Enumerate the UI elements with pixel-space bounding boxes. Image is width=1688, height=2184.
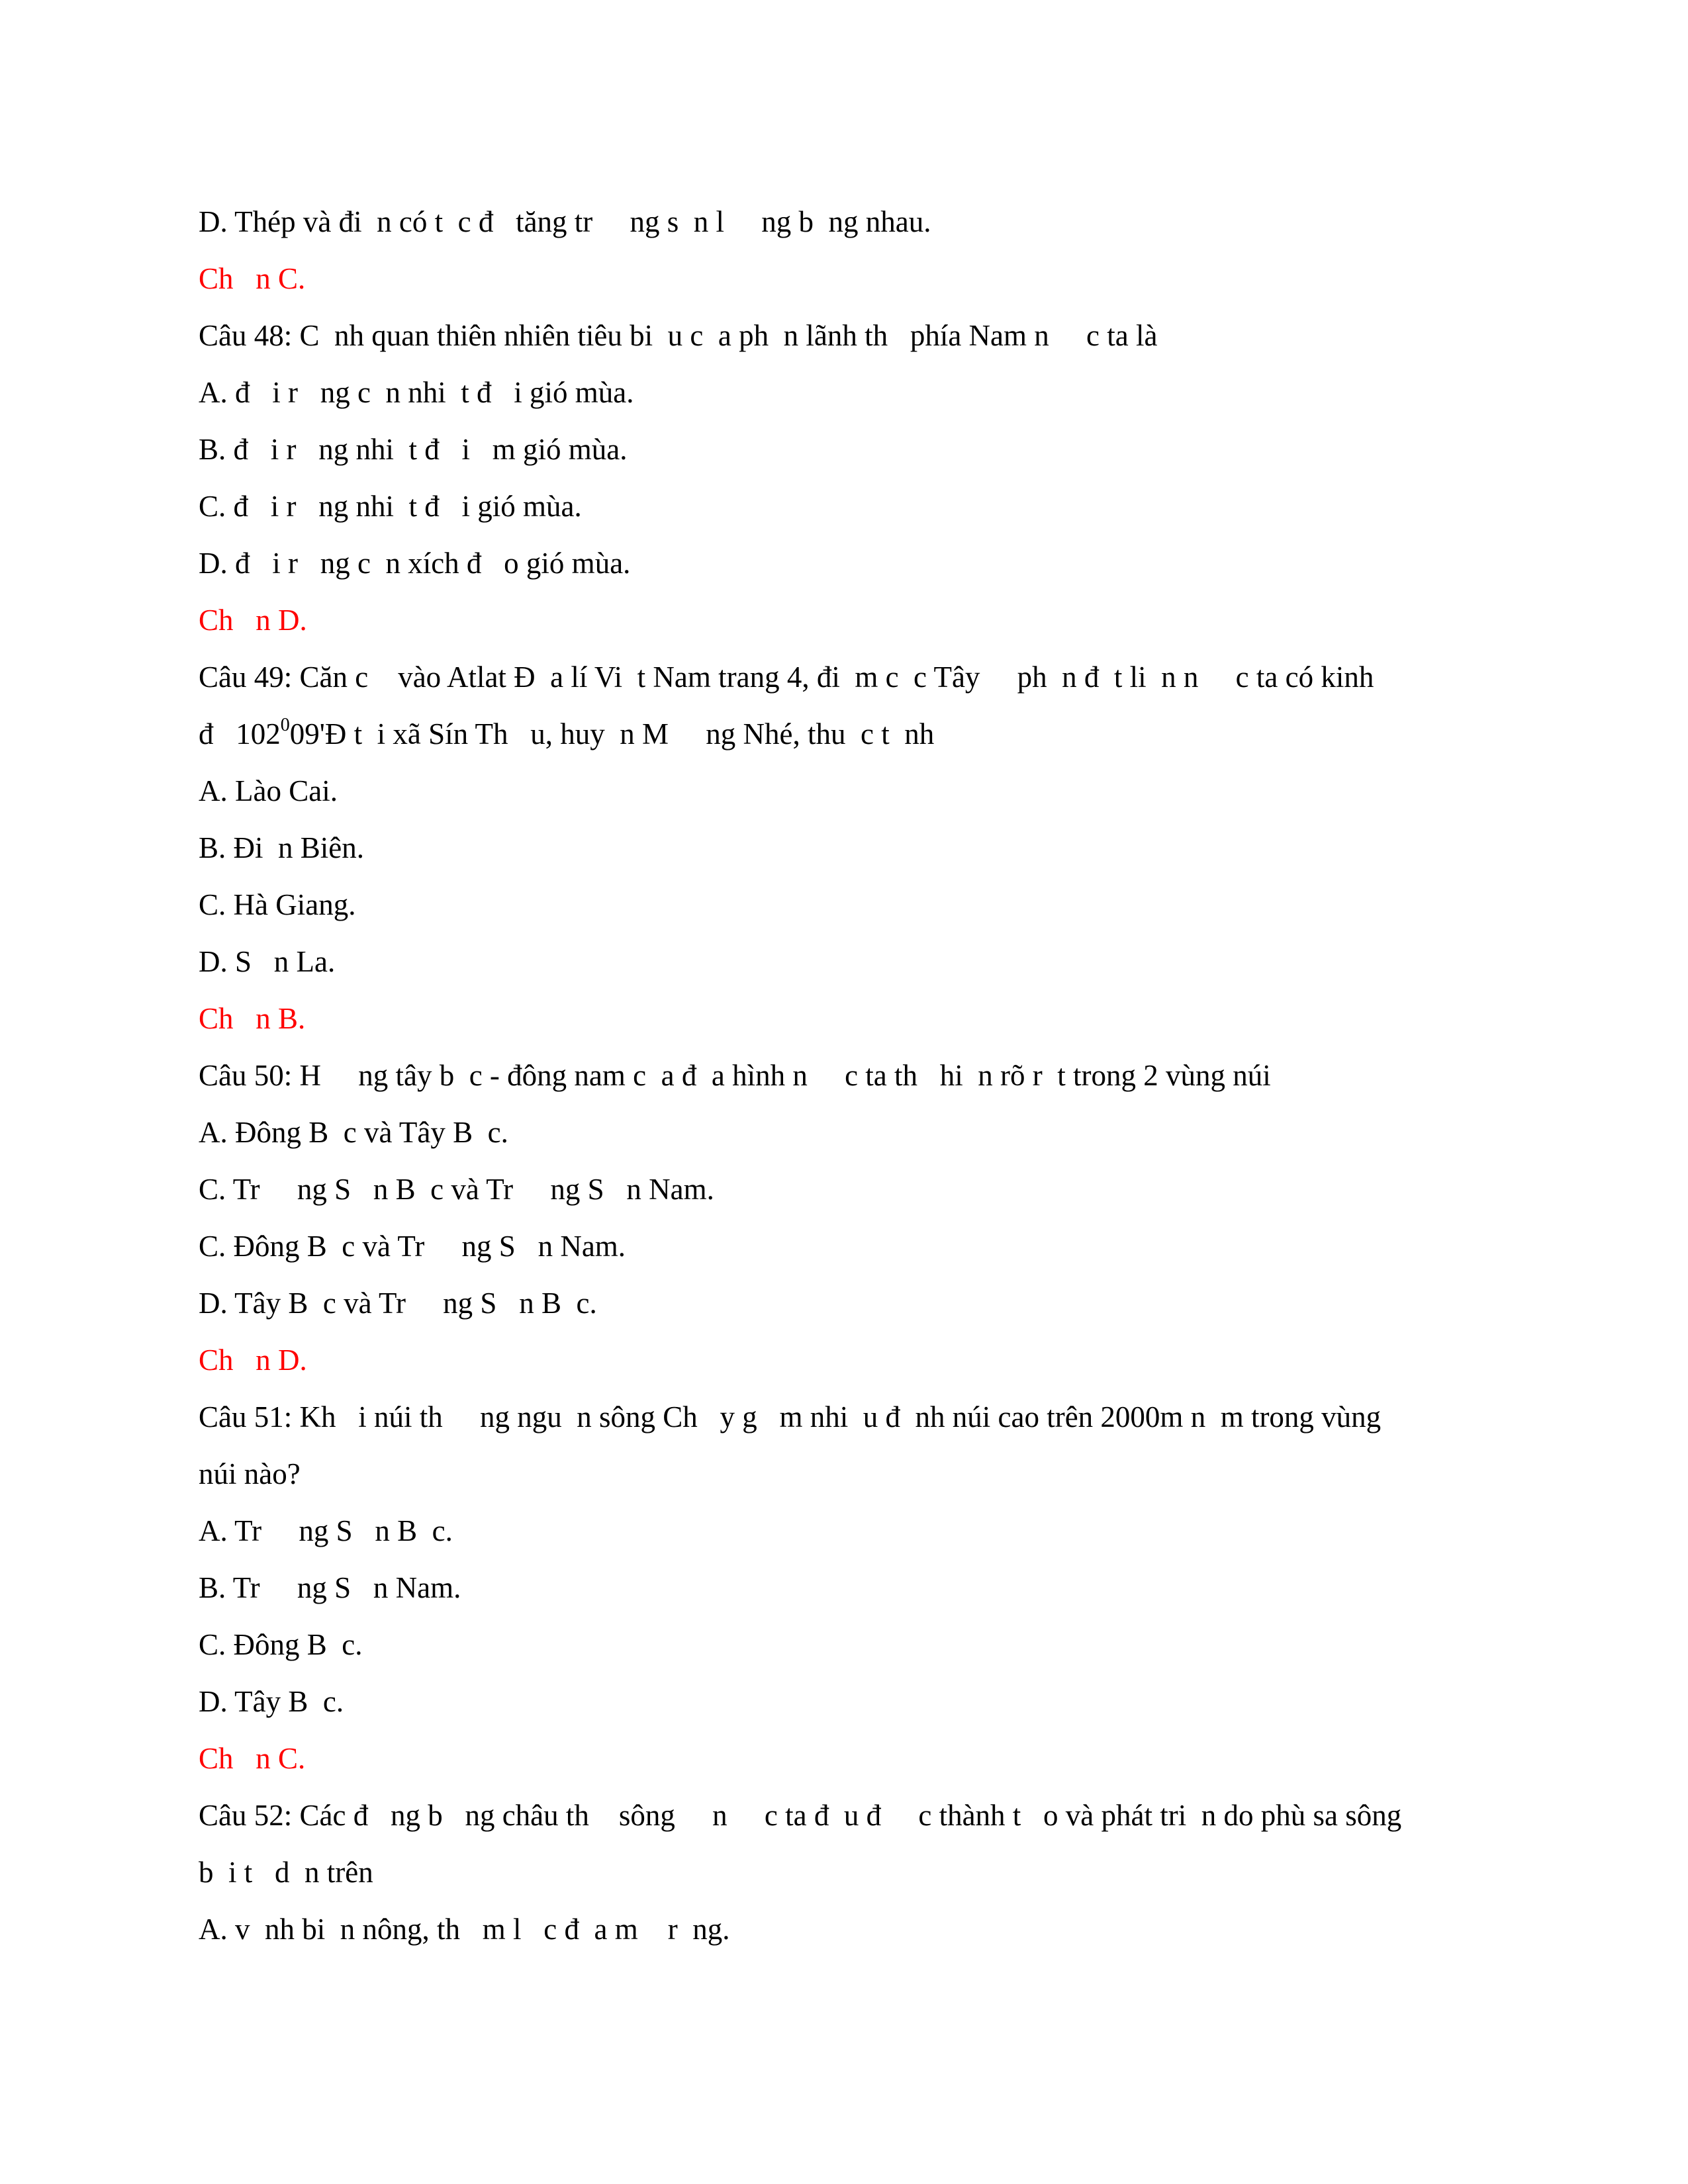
option-b-q49: B. Đi n Biên. bbox=[199, 831, 365, 864]
option-b-q48: B. đ i r ng nhi t đ i m gió mùa. bbox=[199, 433, 628, 466]
question-51-continued: núi nào? bbox=[199, 1457, 301, 1490]
option-c-q51: C. Đông B c. bbox=[199, 1628, 363, 1661]
question-49: Câu 49: Căn c vào Atlat Đ a lí Vi t Nam trang 4, đi m c c Tây ph n đ t li n n c ta có kinh bbox=[199, 660, 1374, 694]
option-c2-q50: C. Đông B c và Tr ng S n Nam. bbox=[199, 1230, 626, 1263]
question-51: Câu 51: Kh i núi th ng ngu n sông Ch y g m nhi u đ nh núi cao trên 2000m n m trong vùng bbox=[199, 1400, 1382, 1433]
option-d-q49: D. S n La. bbox=[199, 945, 336, 978]
question-49-post: 09'Đ t i xã Sín Th u, huy n M ng Nhé, thu c t nh bbox=[289, 717, 935, 751]
question-52-continued: b i t d n trên bbox=[199, 1856, 373, 1889]
option-a-q48: A. đ i r ng c n nhi t đ i gió mùa. bbox=[199, 376, 634, 409]
question-50: Câu 50: H ng tây b c - đông nam c a đ a hình n c ta th hi n rõ r t trong 2 vùng núi bbox=[199, 1059, 1271, 1092]
option-a-q51: A. Tr ng S n B c. bbox=[199, 1514, 453, 1547]
option-a-q49: A. Lào Cai. bbox=[199, 774, 338, 807]
answer-q51: Ch n C. bbox=[199, 1742, 306, 1775]
option-d-q50: D. Tây B c và Tr ng S n B c. bbox=[199, 1287, 597, 1320]
option-a-q52: A. v nh bi n nông, th m l c đ a m r ng. bbox=[199, 1913, 730, 1946]
question-52: Câu 52: Các đ ng b ng châu th sông n c ta đ u đ c thành t o và phát tri n do phù sa sông bbox=[199, 1799, 1402, 1832]
option-c-q48: C. đ i r ng nhi t đ i gió mùa. bbox=[199, 490, 582, 523]
option-d-q51: D. Tây B c. bbox=[199, 1685, 344, 1718]
question-49-continued bbox=[199, 705, 1489, 762]
option-b-q51: B. Tr ng S n Nam. bbox=[199, 1571, 461, 1604]
document-body bbox=[199, 193, 1489, 1958]
degree-superscript: 0 bbox=[280, 715, 290, 735]
answer-q50: Ch n D. bbox=[199, 1343, 307, 1377]
answer-q48: Ch n D. bbox=[199, 604, 307, 637]
option-d-q47: D. Thép và đi n có t c đ tăng tr ng s n l ng b ng nhau. bbox=[199, 205, 931, 238]
option-c1-q50: C. Tr ng S n B c và Tr ng S n Nam. bbox=[199, 1173, 714, 1206]
answer-q49: Ch n B. bbox=[199, 1002, 306, 1035]
answer-q47: Ch n C. bbox=[199, 262, 306, 295]
question-49-pre: đ 102 bbox=[199, 717, 281, 751]
option-c-q49: C. Hà Giang. bbox=[199, 888, 356, 921]
option-d-q48: D. đ i r ng c n xích đ o gió mùa. bbox=[199, 547, 631, 580]
question-48: Câu 48: C nh quan thiên nhiên tiêu bi u c a ph n lãnh th phía Nam n c ta là bbox=[199, 319, 1158, 352]
option-a-q50: A. Đông B c và Tây B c. bbox=[199, 1116, 508, 1149]
